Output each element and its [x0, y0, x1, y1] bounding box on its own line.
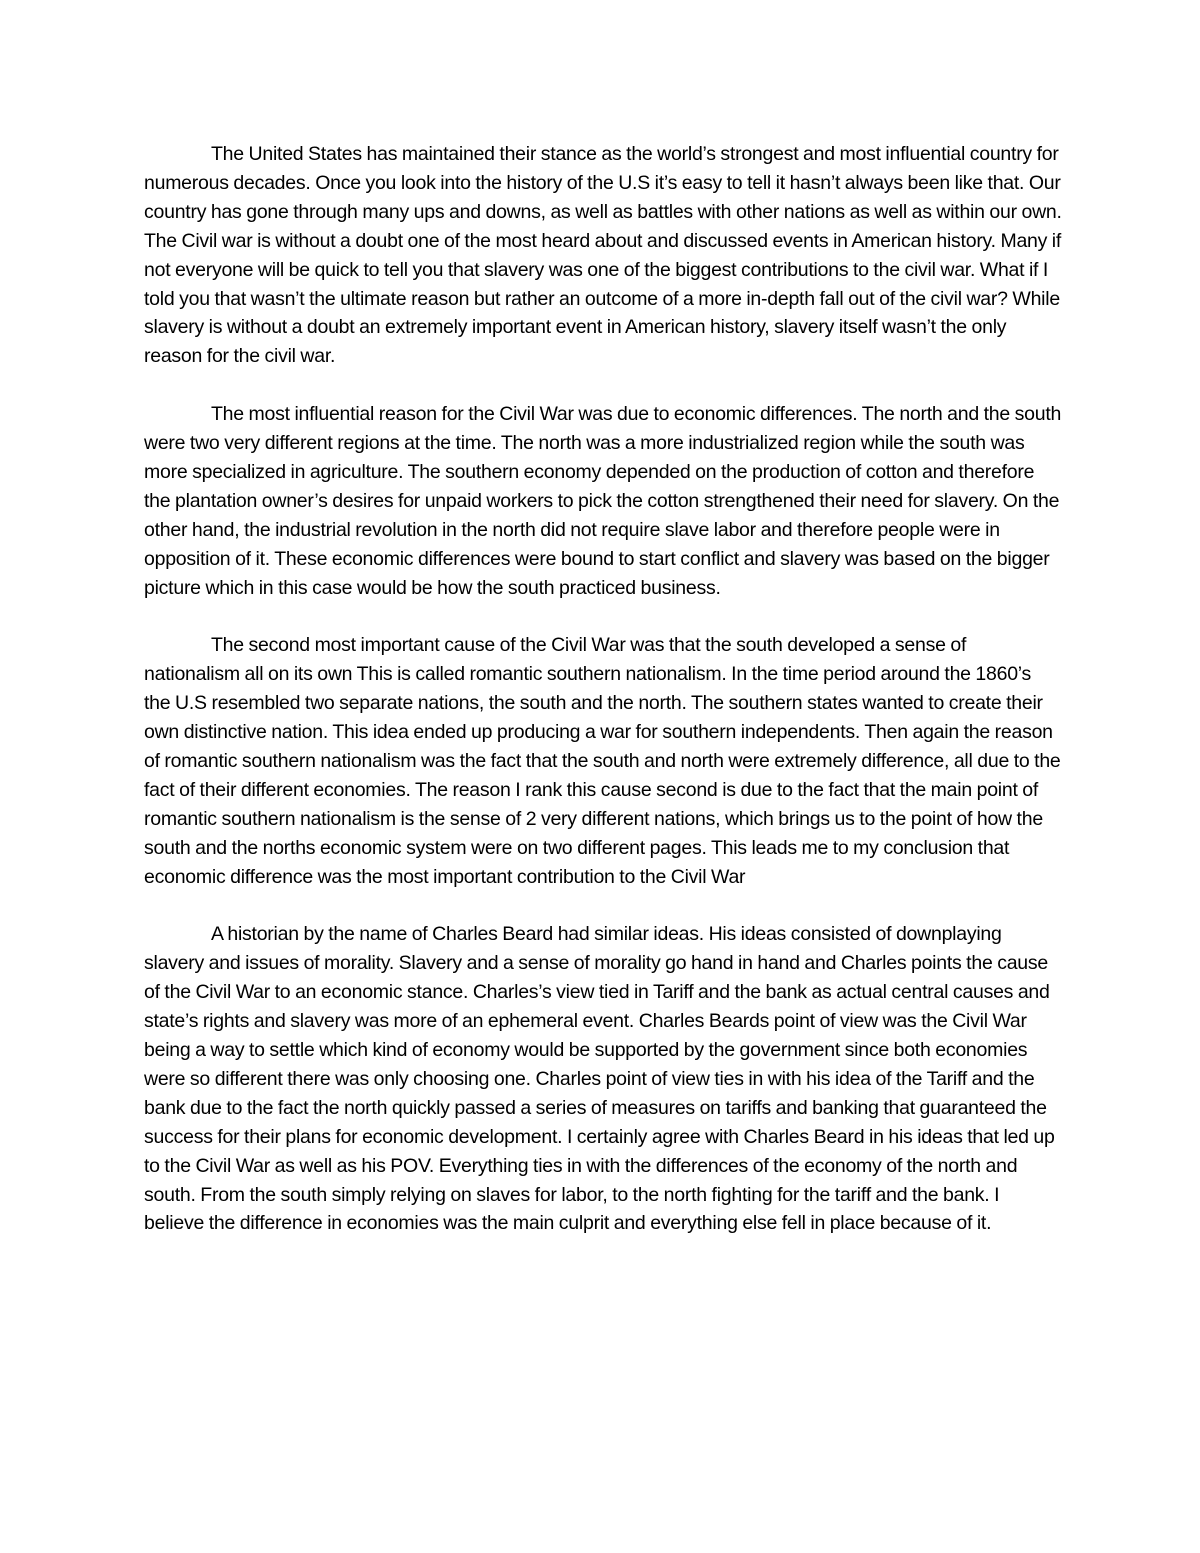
paragraph-southern-nationalism: The second most important cause of the Civil War was that the south developed a sense of nationalism all on its own This is called romantic southern nationalism. In the time period around the 1860’s the U.S resembled two separate nations, the south and the north. The southern states wanted to create their own distinctive nation. This idea ended up producing a war for southern independents. Then again the reason of romantic southern nationalism was the fact that the south and north were extremely difference, all due to the fact of their different economies. The reason I rank this cause second is due to the fact that the main point of romantic southern nationalism is the sense of 2 very different nations, which brings us to the point of how the south and the norths economic system were on two different pages. This leads me to my conclusion that economic difference was the most important contribution to the Civil War	[144, 634, 1061, 888]
paragraph-intro: The United States has maintained their stance as the world’s strongest and most influential country for numerous decades. Once you look into the history of the U.S it’s easy to tell it hasn’t always been like that. Our country has gone through many ups and downs, as well as battles with other nations as well as within our own. The Civil war is without a doubt one of the most heard about and discussed events in American history. Many if not everyone will be quick to tell you that slavery was one of the biggest contributions to the civil war. What if I told you that wasn’t the ultimate reason but rather an outcome of a more in-depth fall out of the civil war? While slavery is without a doubt an extremely important event in American history, slavery itself wasn’t the only reason for the civil war.	[144, 143, 1062, 368]
paragraph-economic-differences: The most influential reason for the Civil War was due to economic differences. The north and the south were two very different regions at the time. The north was a more industrialized region while the south was more specialized in agriculture. The southern economy depended on the production of cotton and therefore the plantation owner’s desires for unpaid workers to pick the cotton strengthened their need for slavery. On the other hand, the industrial revolution in the north did not require slave labor and therefore people were in opposition of it. These economic differences were bound to start conflict and slavery was based on the bigger picture which in this case would be how the south practiced business.	[144, 403, 1062, 599]
paragraph-charles-beard: A historian by the name of Charles Beard had similar ideas. His ideas consisted of downplaying slavery and issues of morality. Slavery and a sense of morality go hand in hand and Charles points the cause of the Civil War to an economic stance. Charles’s view tied in Tariff and the bank as actual central causes and state’s rights and slavery was more of an ephemeral event. Charles Beards point of view was the Civil War being a way to settle which kind of economy would be supported by the government since both economies were so different there was only choosing one. Charles point of view ties in with his idea of the Tariff and the bank due to the fact the north quickly passed a series of measures on tariffs and banking that guaranteed the success for their plans for economic development. I certainly agree with Charles Beard in his ideas that led up to the Civil War as well as his POV. Everything ties in with the differences of the economy of the north and south. From the south simply relying on slaves for labor, to the north fighting for the tariff and the bank. I believe the difference in economies was the main culprit and everything else fell in place because of it.	[144, 923, 1055, 1235]
essay-body	[144, 140, 1062, 1267]
